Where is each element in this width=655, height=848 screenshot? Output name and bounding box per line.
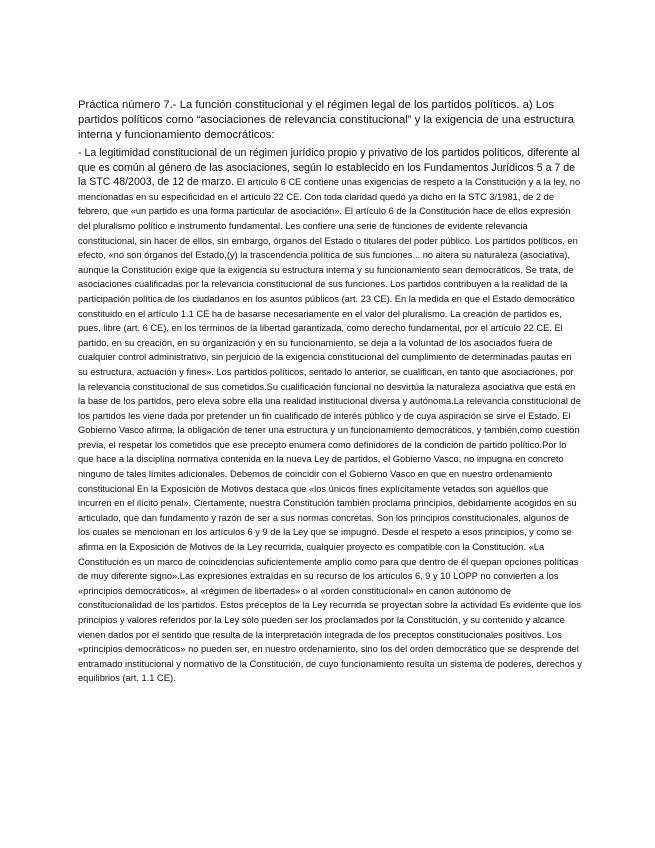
document-title: Práctica número 7.- La función constitucional y el régimen legal de los partidos políticos. a) Los partidos políticos como “asociaciones de relevancia constitucional” y la exigencia de una estructura interna y funcionamiento democráticos: bbox=[78, 99, 575, 141]
document-body-text: El artículo 6 CE contiene unas exigencias de respeto a la Constitución y a la ley, no mencionadas en su especificidad en el artículo 22 CE. Con toda claridad quedó ya dicho en la STC 3/1981, de 2 de febrero, que «un partido es una forma particular de asociación». El artículo 6 de la Constitución hace de ellos expresión del pluralismo político e instrumento fundamental. Les confiere una serie de funciones de evidente relevancia constitucional, sin hacer de ellos, sin embargo, órganos del Estado o titulares del poder público. Los partidos políticos, en efecto, «no son órganos del Estado,(y) la trascendencia política de sus funciones... no altera su naturaleza (asociativa), aunque la Constitución exige que la exigencia su estructura interna y su funcionamiento sean democráticos. Se trata, de asociaciones cualificadas por la relevancia constitucional de sus funciones. Los partidos contribuyen a la realidad de la participación política de los ciudadanos en los asuntos públicos (art. 23 CE). En la medida en que el Estado democrático constituido en el artículo 1.1 CE ha de basarse necesariamente en el valor del pluralismo. La creación de partidos es, pues, libre (art. 6 CE), en los términos de la libertad garantizada, como derecho fundamental, por el artículo 22 CE. El partido, en su creación, en su organización y en su funcionamiento, se deja a la voluntad de los asociados fuera de cualquier control administrativo, sin perjuicio de la exigencia constitucional del cumplimiento de determinadas pautas en su estructura, actuación y fines». Los partidos políticos, sentado lo anterior, se cualifican, en tanto que asociaciones, por la relevancia constitucional de sus cometidos.Su cualificación funcional no desvirtúa la naturaleza asociativa que está en la base de los partidos, pero eleva sobre ella una realidad institucional diversa y autónoma.La relevancia constitucional de los partidos les viene dada por pretender un fin cualificado de interés público y de cuya aspiración se sirve el Estado. El Gobierno Vasco afirma, la obligación de tener una estructura y un funcionamiento democráticos, y también,como cuestión previa, el respetar los cometidos que ese precepto enumera como definidores de la condición de partido político.Por lo que hace a la disciplina normativa contenida en la nueva Ley de partidos, el Gobierno Vasco, no impugna en concreto ninguno de tales límites adicionales. Debemos de coincidir con el Gobierno Vasco en que en nuestro ordenamiento constitucional En la Exposición de Motivos destaca que «los únicos fines explícitamente vetados son aquéllos que incurren en el ilícito penal». Ciertamente, nuestra Constitución también proclama principios, debidamente acogidos en su articulado, que dan fundamento y razón de ser a sus normas concretas. Son los principios constitucionales, algunos de los cuales se mencionan en los artículos 6 y 9 de la Ley que se impugnó. Desde el respeto a esos principios, y como se afirma en la Exposición de Motivos de la Ley recurrida, cualquier proyecto es compatible con la Constitución. «La Constitución es un marco de coincidencias suficientemente amplio como para que dentro de él quepan opciones políticas de muy diferente signo».Las expresiones extraídas en su recurso de los artículos 6, 9 y 10 LOPP no convierten a los «principios democráticos», al «régimen de libertades» o al «orden constitucional» en canon autónomo de constitucionalidad de los partidos. Estos preceptos de la Ley recurrida se proyectan sobre la actividad Es evidente que los principios y valores referidos por la Ley sólo pueden ser los proclamados por la Constitución, y su contenido y alcance vienen dados por el sentido que resulta de la interpretación integrada de los preceptos constitucionales positivos. Los «principios democráticos» no pueden ser, en nuestro ordenamiento, sino los del orden democrático que se desprende del entramado institucional y normativo de la Constitución, de cuyo funcionamiento resulta un sistema de poderes, derechos y equilibrios (art. 1.1 CE). bbox=[78, 177, 582, 684]
document-lead: - La legitimidad constitucional de un régimen jurídico propio y privativo de los partidos políticos, diferente al que es común al género de las asociaciones, según lo establecido en los Fundamentos Jurídicos 5 a 7 de la STC 48/2003, de 12 de marzo. bbox=[78, 147, 580, 189]
document-body bbox=[78, 146, 582, 686]
